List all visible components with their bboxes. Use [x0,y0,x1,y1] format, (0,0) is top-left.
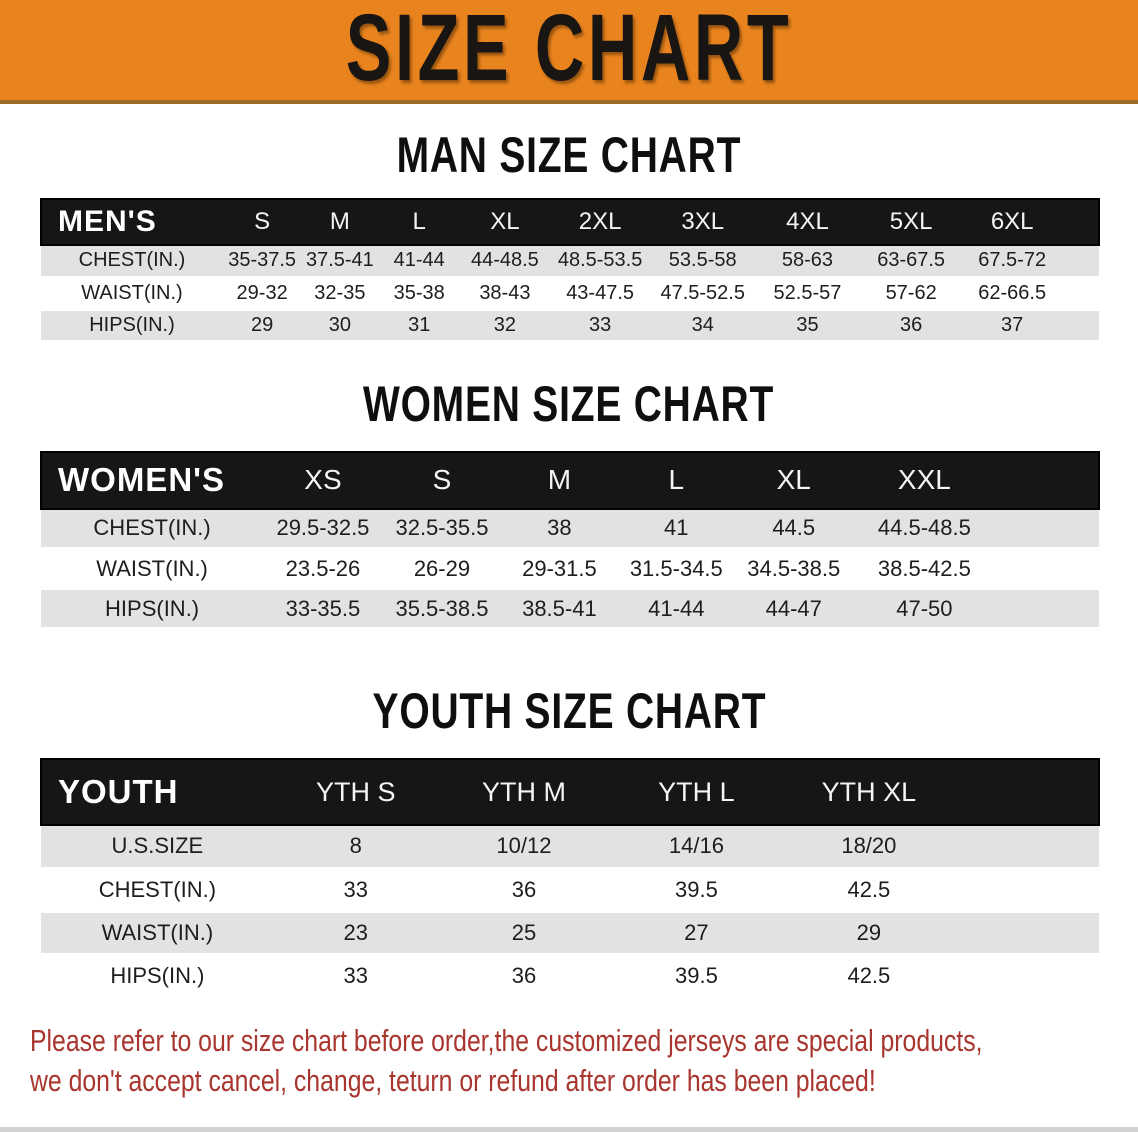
size-value-cell: 63-67.5 [877,249,946,272]
size-column-header: XS [304,464,342,495]
size-value-cell: 62-66.5 [978,281,1047,304]
size-value-cell: 47.5-52.5 [660,281,745,304]
size-value-cell: 57-62 [885,281,937,304]
table-header-label: WOMEN'S [58,461,226,498]
table-row [41,549,1099,589]
banner [0,0,1138,104]
size-chart-body [0,128,1138,999]
spacer-cell [1062,309,1099,341]
men-size-table [40,198,1100,343]
size-value-cell: 67.5-72 [978,249,1047,272]
size-value-cell: 38 [547,515,572,541]
men-size-section [0,128,1138,343]
size-value-cell: 33 [343,962,368,988]
table-header-row [41,759,1099,825]
spacer-cell [955,868,1099,911]
men-section-heading-text: MAN SIZE CHART [396,127,742,183]
size-value-cell: 36 [511,876,537,902]
size-column-header: S [432,464,452,495]
size-value-cell: 53.5-58 [668,249,737,272]
size-value-cell: 36 [900,313,923,336]
size-value-cell: 26-29 [413,555,471,581]
row-label: WAIST(IN.) [81,281,183,304]
row-label: CHEST(IN.) [98,876,217,902]
size-value-cell: 10/12 [496,833,552,859]
table-row [41,825,1099,868]
size-column-header: 3XL [681,208,725,235]
size-column-header: L [412,208,426,235]
size-column-header: M [329,208,350,235]
size-value-cell: 43-47.5 [566,281,635,304]
size-column-header: YTH M [481,776,566,807]
size-value-cell: 42.5 [847,876,891,902]
size-column-header: YTH XL [821,776,917,807]
table-row [41,509,1099,549]
table-row [41,911,1099,954]
table-header-label: YOUTH [58,773,179,810]
size-value-cell: 33-35.5 [285,595,361,621]
size-column-header: 2XL [578,208,622,235]
size-column-header: YTH S [315,776,396,807]
women-section-heading [0,377,1138,431]
size-value-cell: 36 [511,962,537,988]
size-value-cell: 48.5-53.5 [557,249,643,272]
spacer-cell [955,759,1099,825]
row-label: WAIST(IN.) [101,919,214,945]
page-title: SIZE CHART [345,0,793,101]
size-column-header: 6XL [990,208,1034,235]
size-column-header: S [254,208,271,235]
size-value-cell: 44-48.5 [470,249,539,272]
size-value-cell: 31.5-34.5 [629,555,723,581]
men-section-heading [0,128,1138,182]
bottom-edge-strip [0,1127,1138,1132]
youth-section-heading-text: YOUTH SIZE CHART [372,683,766,739]
row-label: HIPS(IN.) [110,962,205,988]
spacer-cell [996,589,1099,629]
size-value-cell: 33 [343,876,368,902]
size-value-cell: 37 [1001,313,1024,336]
youth-section-heading [0,684,1138,738]
spacer-cell [1062,277,1099,309]
size-column-header: XL [776,464,811,495]
size-value-cell: 8 [349,833,362,859]
row-label: CHEST(IN.) [93,515,211,541]
size-value-cell: 34 [691,313,714,336]
disclaimer-line-1: Please refer to our size chart before order,the customized jerseys are special products, [30,1022,983,1058]
youth-size-table [40,758,1100,999]
spacer-cell [1062,199,1099,245]
size-value-cell: 38.5-41 [522,595,597,621]
table-row [41,309,1099,341]
spacer-cell [955,825,1099,868]
disclaimer [30,1021,1138,1101]
size-value-cell: 34.5-38.5 [747,555,841,581]
youth-size-section [0,684,1138,999]
size-value-cell: 37.5-41 [305,249,374,272]
size-column-header: 4XL [786,208,829,235]
size-value-cell: 39.5 [675,962,718,988]
size-value-cell: 14/16 [668,833,724,859]
spacer-cell [955,911,1099,954]
size-value-cell: 32-35 [314,281,366,304]
size-value-cell: 29-31.5 [522,555,597,581]
size-value-cell: 35 [796,313,819,336]
size-value-cell: 44.5 [772,515,816,541]
size-column-header: XL [490,208,520,235]
size-value-cell: 23.5-26 [285,555,361,581]
size-value-cell: 31 [408,313,431,336]
spacer-cell [1062,245,1099,277]
size-value-cell: 29 [251,313,274,336]
size-value-cell: 44.5-48.5 [877,515,971,541]
row-label: CHEST(IN.) [78,249,186,272]
size-column-header: L [668,464,685,495]
size-column-header: XXL [897,464,951,495]
women-size-section [0,377,1138,631]
size-value-cell: 25 [511,919,537,945]
size-value-cell: 38-43 [479,281,531,304]
size-value-cell: 52.5-57 [773,281,842,304]
size-value-cell: 41-44 [648,595,705,621]
size-column-header: 5XL [889,208,933,235]
spacer-cell [996,452,1099,509]
table-header-label: MEN'S [58,205,157,238]
table-header-row [41,452,1099,509]
spacer-cell [996,509,1099,549]
size-value-cell: 29-32 [236,281,288,304]
row-label: U.S.SIZE [111,833,204,859]
size-value-cell: 35.5-38.5 [395,595,489,621]
row-label: HIPS(IN.) [105,595,200,621]
table-row [41,954,1099,997]
size-value-cell: 18/20 [841,833,897,859]
size-value-cell: 32 [493,313,517,336]
size-value-cell: 30 [328,313,351,336]
size-value-cell: 38.5-42.5 [877,555,971,581]
size-value-cell: 32.5-35.5 [395,515,489,541]
size-value-cell: 39.5 [675,876,718,902]
size-column-header: YTH L [658,776,735,807]
table-header-row [41,199,1099,245]
size-column-header: M [547,464,572,495]
size-value-cell: 47-50 [896,595,953,621]
size-value-cell: 35-37.5 [228,249,297,272]
size-value-cell: 42.5 [847,962,891,988]
row-label: WAIST(IN.) [96,555,208,581]
table-row [41,277,1099,309]
women-section-heading-text: WOMEN SIZE CHART [363,375,775,432]
size-value-cell: 29.5-32.5 [276,515,370,541]
size-value-cell: 44-47 [765,595,822,621]
table-row [41,589,1099,629]
size-value-cell: 35-38 [393,281,445,304]
spacer-cell [996,549,1099,589]
size-value-cell: 41 [664,515,689,541]
disclaimer-line-2: we don't accept cancel, change, teturn or refund after order has been placed! [30,1062,876,1098]
size-value-cell: 29 [856,919,882,945]
table-row [41,868,1099,911]
size-value-cell: 23 [343,919,368,945]
spacer-cell [955,954,1099,997]
women-size-table [40,451,1100,631]
size-value-cell: 27 [684,919,709,945]
size-value-cell: 58-63 [781,249,834,272]
size-value-cell: 41-44 [393,249,445,272]
size-value-cell: 33 [588,313,612,336]
row-label: HIPS(IN.) [89,313,175,336]
table-row [41,245,1099,277]
